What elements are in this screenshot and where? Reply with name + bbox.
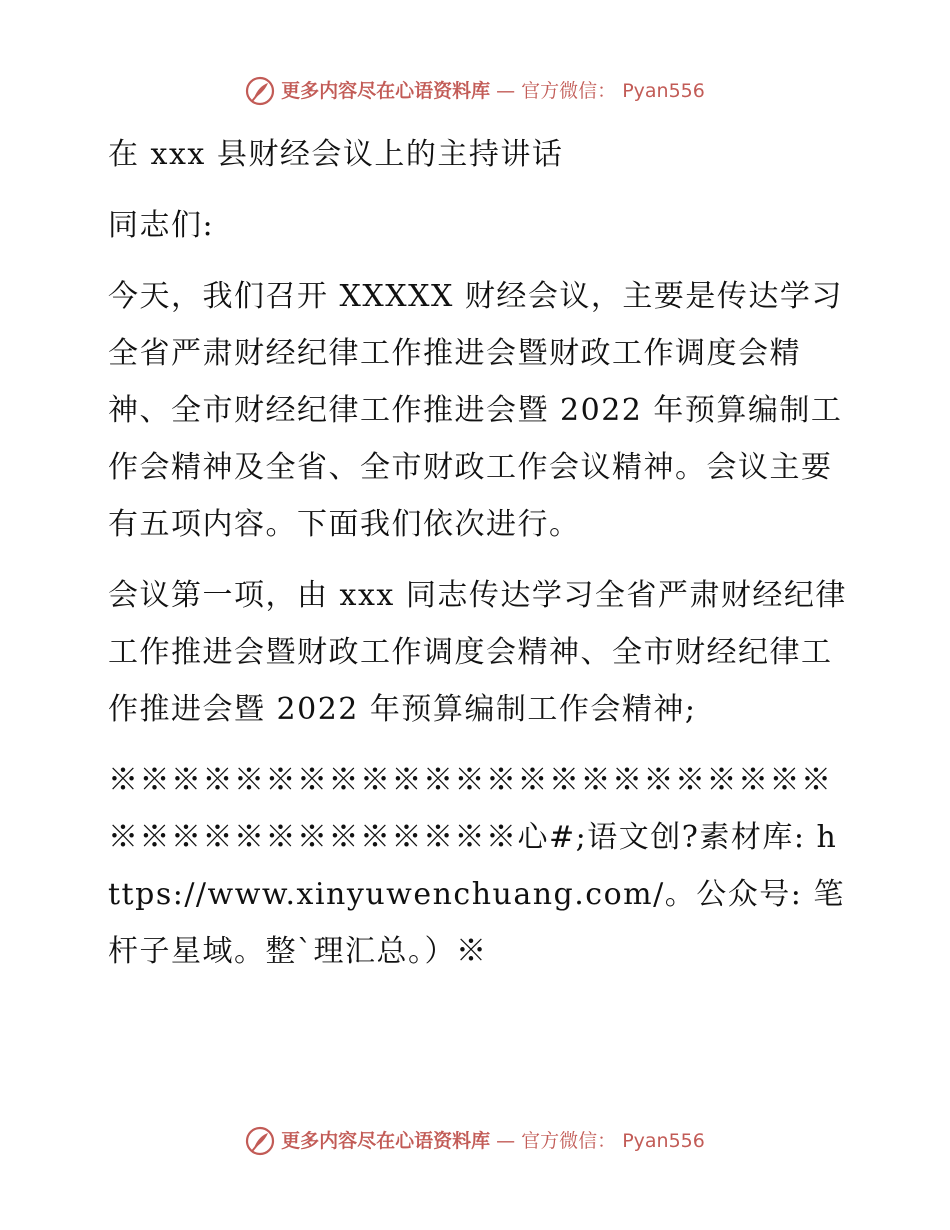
watermark-official: 官方微信： (521, 1130, 617, 1152)
document-body (98, 126, 850, 994)
paragraph-2: 会议第一项，由 xxx 同志传达学习全省严肃财经纪律工作推进会暨财政工作调度会精神、全市财经纪律工作推进会暨 2022 年预算编制工作会精神; (108, 578, 847, 727)
feather-pen-logo-icon (245, 1126, 275, 1156)
watermark-brand: 更多内容尽在心语资料库 (281, 80, 491, 102)
feather-pen-logo-icon (245, 76, 275, 106)
watermark-dash: — (496, 1130, 516, 1152)
paragraph-3: ※※※※※※※※※※※※※※※※※※※※※※※※※※※※※※※※※※※※心#;语文创?素材库: https://www.xinyuwenchuang.com/。公众号: 笔杆子星域。整`理汇总。）※ (108, 763, 845, 969)
watermark-wechat-id: Pyan556 (622, 80, 705, 102)
footer-watermark (0, 1126, 950, 1156)
watermark-official: 官方微信： (521, 80, 617, 102)
salutation: 同志们: (108, 208, 215, 243)
paragraph-1: 今天，我们召开 XXXXX 财经会议，主要是传达学习全省严肃财经纪律工作推进会暨财政工作调度会精神、全市财经纪律工作推进会暨 2022 年预算编制工作会精神及全省、全市财政工作会议精神。会议主要有五项内容。下面我们依次进行。 (108, 279, 843, 542)
header-watermark (0, 76, 950, 106)
document-title: 在 xxx 县财经会议上的主持讲话 (108, 137, 564, 172)
watermark-wechat-id: Pyan556 (622, 1130, 705, 1152)
watermark-dash: — (496, 80, 516, 102)
watermark-brand: 更多内容尽在心语资料库 (281, 1130, 491, 1152)
